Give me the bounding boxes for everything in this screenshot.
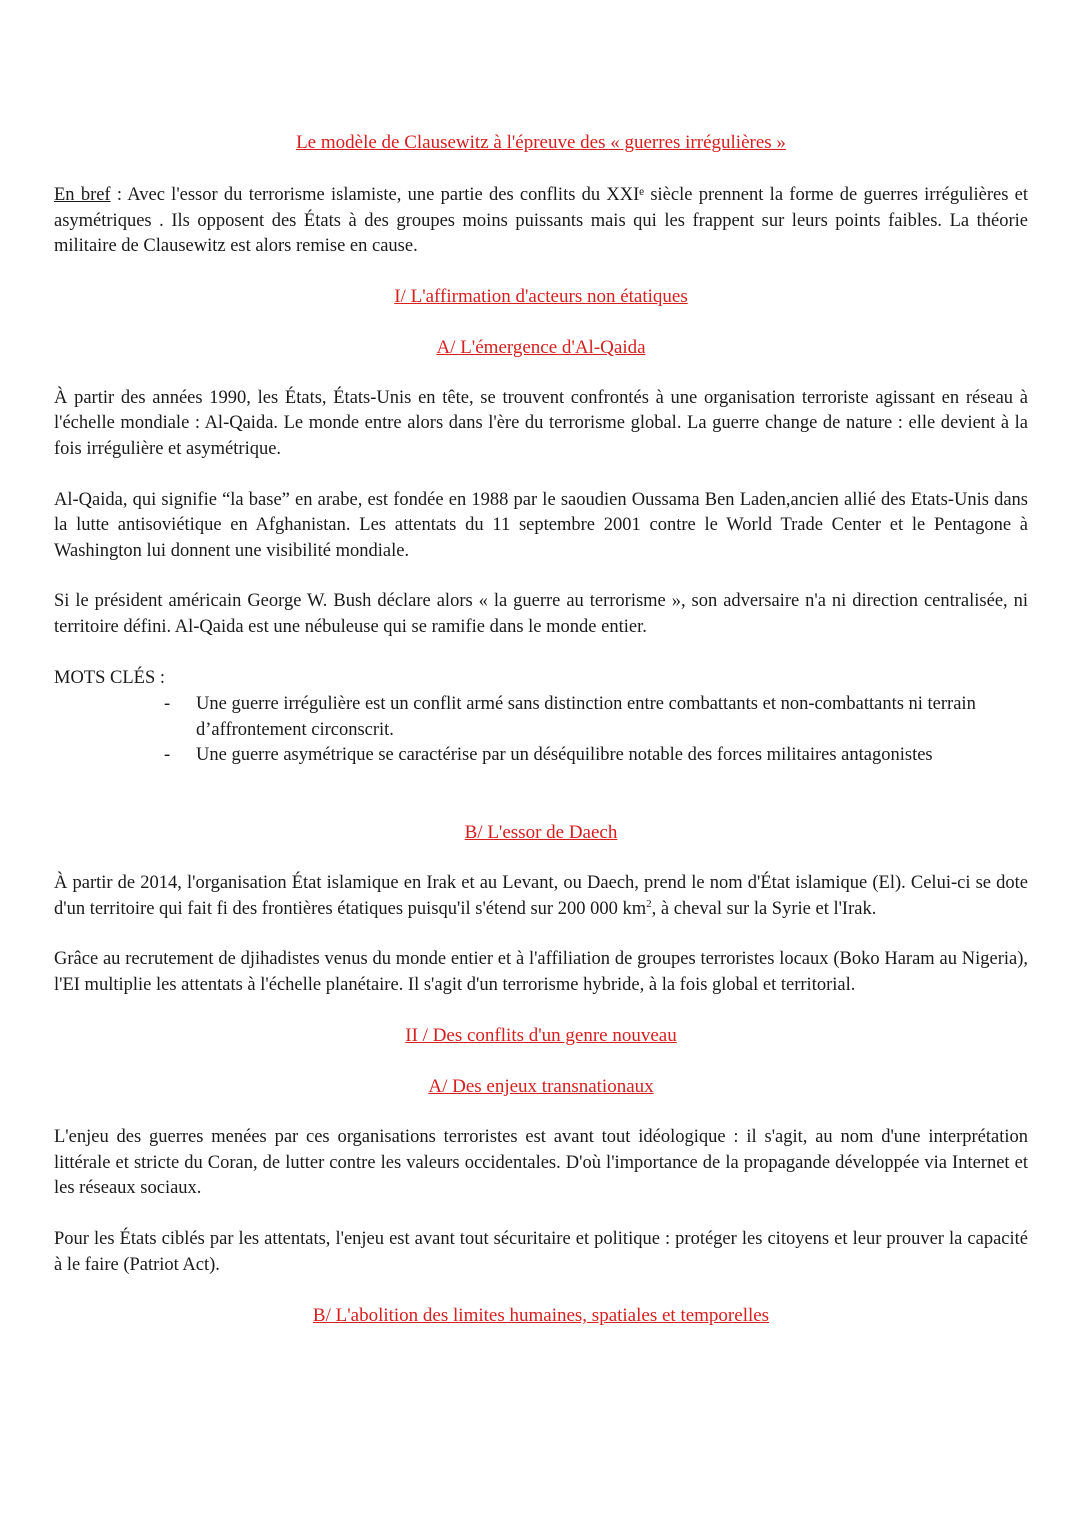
document-title: Le modèle de Clausewitz à l'épreuve des « guerres irrégulières » bbox=[296, 132, 786, 153]
intro-label: En bref bbox=[54, 185, 111, 205]
daech-text-main: À partir de 2014, l'organisation État islamique en Irak et au Levant, ou Daech, prend le nom d'État islamique (El). Celui-ci se dote d'un territoire qui fait fi des frontières étatiques puisqu'il s'étend sur 200 000 km bbox=[54, 872, 1028, 919]
section-heading-1: I/ L'affirmation d'acteurs non étatiques bbox=[394, 285, 688, 307]
document-page bbox=[54, 128, 1028, 1329]
intro-paragraph bbox=[54, 183, 1028, 260]
keywords-list bbox=[54, 692, 1028, 769]
keywords-label: MOTS CLÉS : bbox=[54, 667, 166, 688]
subsection-heading-2b: B/ L'abolition des limites humaines, spatiales et temporelles bbox=[312, 1305, 770, 1327]
bullet-dash: - bbox=[164, 694, 171, 715]
subsection-heading-1b: B/ L'essor de Daech bbox=[464, 821, 618, 843]
daech-text-end: , à cheval sur la Syrie et l'Irak. bbox=[651, 898, 877, 919]
paragraph-ideological-stakes: L'enjeu des guerres menées par ces organisations terroristes est avant tout idéologique : il s'agit, au nom d'une interprétation littérale et stricte du Coran, de lutter contre les valeurs occidentales. D'où l'importance de la propagande développée via Internet et les réseaux sociaux. bbox=[54, 1127, 1028, 1199]
bullet-dash: - bbox=[164, 745, 171, 766]
subsection-heading-1a: A/ L'émergence d'Al-Qaida bbox=[436, 336, 646, 358]
superscript-2: 2 bbox=[646, 897, 652, 910]
paragraph-al-qaida-origin: Al-Qaida, qui signifie “la base” en arabe, est fondée en 1988 par le saoudien Oussama Ben Laden,ancien allié des Etats-Unis dans la lutte antisoviétique en Afghanistan. Les attentats du 11 septembre 2001 contre le World Trade Center et le Pentagone à Washington lui donnent une visibilité mondiale. bbox=[54, 489, 1028, 561]
section-heading-2: II / Des conflits d'un genre nouveau bbox=[405, 1025, 677, 1047]
paragraph-daech-territory bbox=[54, 871, 1028, 922]
paragraph-security-stakes: Pour les États ciblés par les attentats, l'enjeu est avant tout sécuritaire et politique : protéger les citoyens et leur prouver la capacité à le faire (Patriot Act). bbox=[54, 1229, 1028, 1275]
paragraph-war-on-terror: Si le président américain George W. Bush déclare alors « la guerre au terrorisme », son adversaire n'a ni direction centralisée, ni territoire défini. Al-Qaida est une nébuleuse qui se ramifie dans le monde entier. bbox=[54, 591, 1028, 637]
subsection-heading-2a: A/ Des enjeux transnationaux bbox=[428, 1076, 654, 1098]
intro-text: : Avec l'essor du terrorisme islamiste, une partie des conflits du XXIᵉ siècle prennent la forme de guerres irrégulières et asymétriques . Ils opposent des États à des groupes moins puissants mais qui les frappent sur leurs points faibles. La théorie militaire de Clausewitz est alors remise en cause. bbox=[54, 185, 1029, 257]
paragraph-al-qaida-intro: À partir des années 1990, les États, États-Unis en tête, se trouvent confrontés à une organisation terroriste agissant en réseau à l'échelle mondiale : Al-Qaida. Le monde entre alors dans l'ère du terrorisme global. La guerre change de nature : elle devient à la fois irrégulière et asymétrique. bbox=[54, 387, 1028, 459]
keyword-item-irregular bbox=[164, 692, 1028, 743]
paragraph-daech-recruitment: Grâce au recrutement de djihadistes venus du monde entier et à l'affiliation de groupes terroristes locaux (Boko Haram au Nigeria), l'EI multiplie les attentats à l'échelle planétaire. Il s'agit d'un terrorisme hybride, à la fois global et territorial. bbox=[54, 949, 1028, 995]
keyword-item-asymmetric bbox=[164, 743, 1028, 769]
keyword-text: Une guerre asymétrique se caractérise par un déséquilibre notable des forces militaires antagonistes bbox=[196, 745, 933, 766]
keyword-text: Une guerre irrégulière est un conflit armé sans distinction entre combattants et non-combattants ni terrain d’affrontement circonscrit. bbox=[196, 694, 976, 740]
